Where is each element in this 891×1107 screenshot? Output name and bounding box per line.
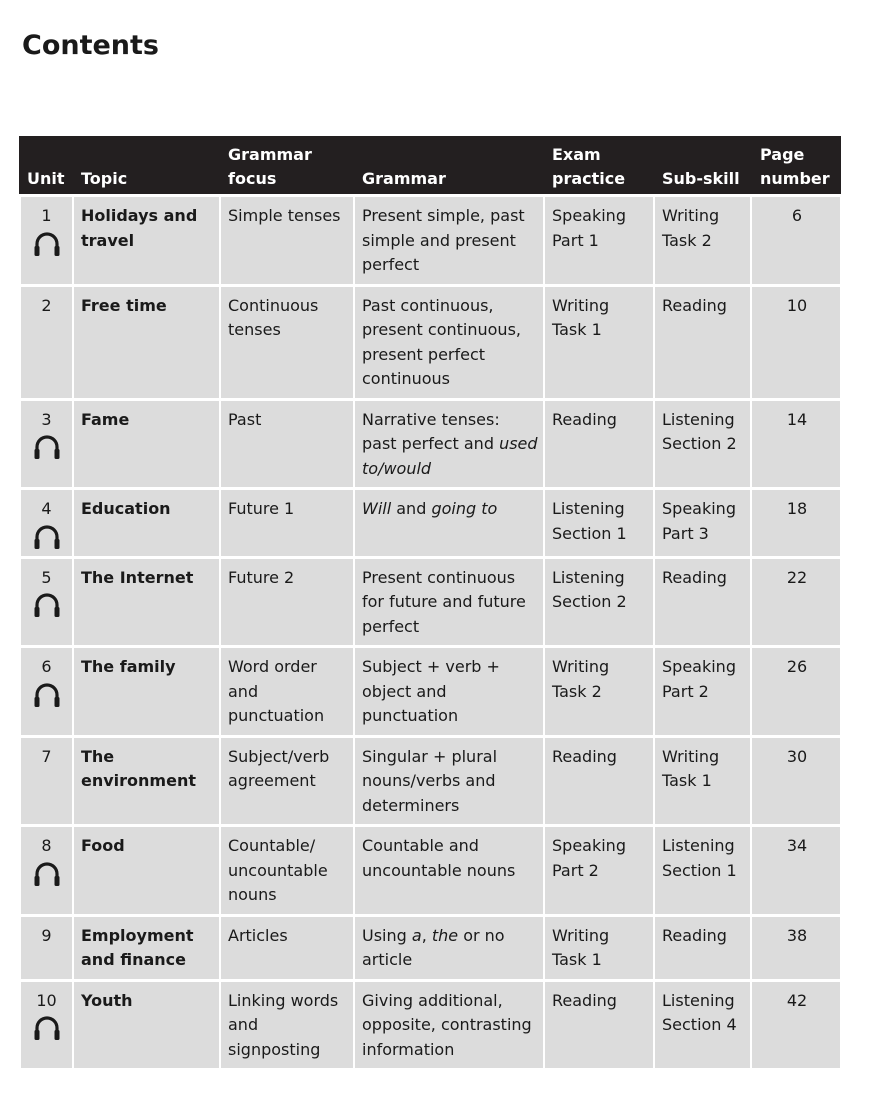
table-row xyxy=(20,399,841,489)
sub-skill-cell: Writing Task 2 xyxy=(654,196,751,286)
grammar-text: , xyxy=(421,925,432,945)
sub-skill-cell: Listening Section 1 xyxy=(654,826,751,916)
unit-number: 9 xyxy=(41,925,52,945)
headphones-icon xyxy=(33,434,61,460)
sub-skill-cell: Reading xyxy=(654,285,751,399)
grammar-text-italic: the xyxy=(431,925,459,945)
sub-skill-cell: Reading xyxy=(654,915,751,980)
grammar-text: Countable and uncountable nouns xyxy=(362,836,516,880)
unit-cell xyxy=(20,647,73,737)
sub-skill-cell: Speaking Part 3 xyxy=(654,489,751,558)
page-number-cell: 14 xyxy=(751,399,841,489)
header-topic: Topic xyxy=(73,136,220,196)
grammar-text-italic: Will xyxy=(362,499,392,518)
unit-number: 5 xyxy=(41,567,52,587)
unit-cell xyxy=(20,736,73,826)
topic-cell: Free time xyxy=(73,285,220,399)
header-exam-practice: Exam practice xyxy=(544,136,654,196)
sub-skill-cell: Writing Task 1 xyxy=(654,736,751,826)
grammar-cell xyxy=(354,557,544,647)
exam-practice-cell: Reading xyxy=(544,980,654,1069)
exam-practice-cell: Writing Task 2 xyxy=(544,647,654,737)
grammar-text: Narrative tenses: past perfect and xyxy=(362,409,500,453)
grammar-focus-cell: Subject/verb agreement xyxy=(220,736,354,826)
grammar-text-italic: a xyxy=(411,925,422,945)
exam-practice-cell: Speaking Part 1 xyxy=(544,196,654,286)
page-number-cell: 6 xyxy=(751,196,841,286)
grammar-cell xyxy=(354,980,544,1069)
sub-skill-cell: Reading xyxy=(654,557,751,647)
unit-number: 4 xyxy=(41,499,52,518)
headphones-icon xyxy=(33,861,61,887)
grammar-cell xyxy=(354,285,544,399)
unit-cell xyxy=(20,489,73,558)
grammar-cell xyxy=(354,826,544,916)
grammar-text: or no article xyxy=(362,925,505,969)
grammar-focus-cell: Articles xyxy=(220,915,354,980)
grammar-cell xyxy=(354,647,544,737)
unit-number: 10 xyxy=(36,990,57,1010)
grammar-text: Using xyxy=(362,925,412,945)
grammar-text: Past continuous, present continuous, present perfect continuous xyxy=(362,295,521,388)
table-row xyxy=(20,557,841,647)
page-title: Contents xyxy=(22,30,160,61)
header-grammar-focus: Grammar focus xyxy=(220,136,354,196)
table-row xyxy=(20,489,841,558)
page-number-cell: 38 xyxy=(751,915,841,980)
grammar-cell xyxy=(354,489,544,558)
exam-practice-cell: Writing Task 1 xyxy=(544,915,654,980)
grammar-cell xyxy=(354,915,544,980)
grammar-text: Present continuous for future and future perfect xyxy=(362,567,526,636)
unit-cell xyxy=(20,826,73,916)
topic-cell: The Internet xyxy=(73,557,220,647)
header-page-number: Page number xyxy=(751,136,841,196)
topic-cell: Holidays and travel xyxy=(73,196,220,286)
unit-number: 2 xyxy=(41,295,52,315)
exam-practice-cell: Listening Section 1 xyxy=(544,489,654,558)
unit-cell xyxy=(20,285,73,399)
grammar-text: and xyxy=(391,499,432,518)
grammar-cell xyxy=(354,736,544,826)
exam-practice-cell: Listening Section 2 xyxy=(544,557,654,647)
grammar-focus-cell: Linking words and signposting xyxy=(220,980,354,1069)
table-row xyxy=(20,196,841,286)
header-row xyxy=(20,136,841,196)
topic-cell: Youth xyxy=(73,980,220,1069)
exam-practice-cell: Reading xyxy=(544,399,654,489)
unit-number: 3 xyxy=(41,409,52,429)
table-row xyxy=(20,915,841,980)
page-number-cell: 22 xyxy=(751,557,841,647)
unit-cell xyxy=(20,980,73,1069)
exam-practice-cell: Speaking Part 2 xyxy=(544,826,654,916)
headphones-icon xyxy=(33,682,61,708)
headphones-icon xyxy=(33,231,61,257)
topic-cell: The family xyxy=(73,647,220,737)
sub-skill-cell: Listening Section 2 xyxy=(654,399,751,489)
contents-table xyxy=(19,136,842,1070)
unit-number: 6 xyxy=(41,657,52,676)
page-number-cell: 30 xyxy=(751,736,841,826)
grammar-text: Singular + plural nouns/verbs and determiners xyxy=(362,746,498,815)
table-row xyxy=(20,647,841,737)
table-row xyxy=(20,826,841,916)
header-grammar: Grammar xyxy=(354,136,544,196)
topic-cell: Education xyxy=(73,489,220,558)
page-number-cell: 42 xyxy=(751,980,841,1069)
page-number-cell: 18 xyxy=(751,489,841,558)
grammar-text: Present simple, past simple and present perfect xyxy=(362,206,525,274)
grammar-text-italic: used to/would xyxy=(362,434,538,478)
grammar-cell xyxy=(354,399,544,489)
unit-number: 7 xyxy=(41,746,52,766)
topic-cell: Employment and finance xyxy=(73,915,220,980)
table-row xyxy=(20,980,841,1069)
grammar-focus-cell: Word order and punctuation xyxy=(220,647,354,737)
unit-cell xyxy=(20,399,73,489)
unit-number: 1 xyxy=(41,206,52,225)
unit-cell xyxy=(20,915,73,980)
headphones-icon xyxy=(33,524,61,550)
topic-cell: Fame xyxy=(73,399,220,489)
grammar-focus-cell: Past xyxy=(220,399,354,489)
exam-practice-cell: Reading xyxy=(544,736,654,826)
header-sub-skill: Sub-skill xyxy=(654,136,751,196)
grammar-text-italic: going to xyxy=(431,499,498,518)
unit-number: 8 xyxy=(41,836,52,855)
headphones-icon xyxy=(33,1015,61,1041)
exam-practice-cell: Writing Task 1 xyxy=(544,285,654,399)
table-row xyxy=(20,285,841,399)
grammar-cell xyxy=(354,196,544,286)
table-body xyxy=(20,196,841,1070)
grammar-focus-cell: Countable/ uncountable nouns xyxy=(220,826,354,916)
sub-skill-cell: Listening Section 4 xyxy=(654,980,751,1069)
table-row xyxy=(20,736,841,826)
page-number-cell: 10 xyxy=(751,285,841,399)
grammar-focus-cell: Future 1 xyxy=(220,489,354,558)
unit-cell xyxy=(20,557,73,647)
grammar-focus-cell: Future 2 xyxy=(220,557,354,647)
grammar-focus-cell: Continuous tenses xyxy=(220,285,354,399)
sub-skill-cell: Speaking Part 2 xyxy=(654,647,751,737)
topic-cell: The environment xyxy=(73,736,220,826)
page-number-cell: 34 xyxy=(751,826,841,916)
topic-cell: Food xyxy=(73,826,220,916)
grammar-text: Subject + verb + object and punctuation xyxy=(362,657,500,725)
unit-cell xyxy=(20,196,73,286)
grammar-focus-cell: Simple tenses xyxy=(220,196,354,286)
grammar-text: Giving additional, opposite, contrasting information xyxy=(362,990,532,1059)
page-number-cell: 26 xyxy=(751,647,841,737)
header-unit: Unit xyxy=(20,136,73,196)
headphones-icon xyxy=(33,592,61,618)
